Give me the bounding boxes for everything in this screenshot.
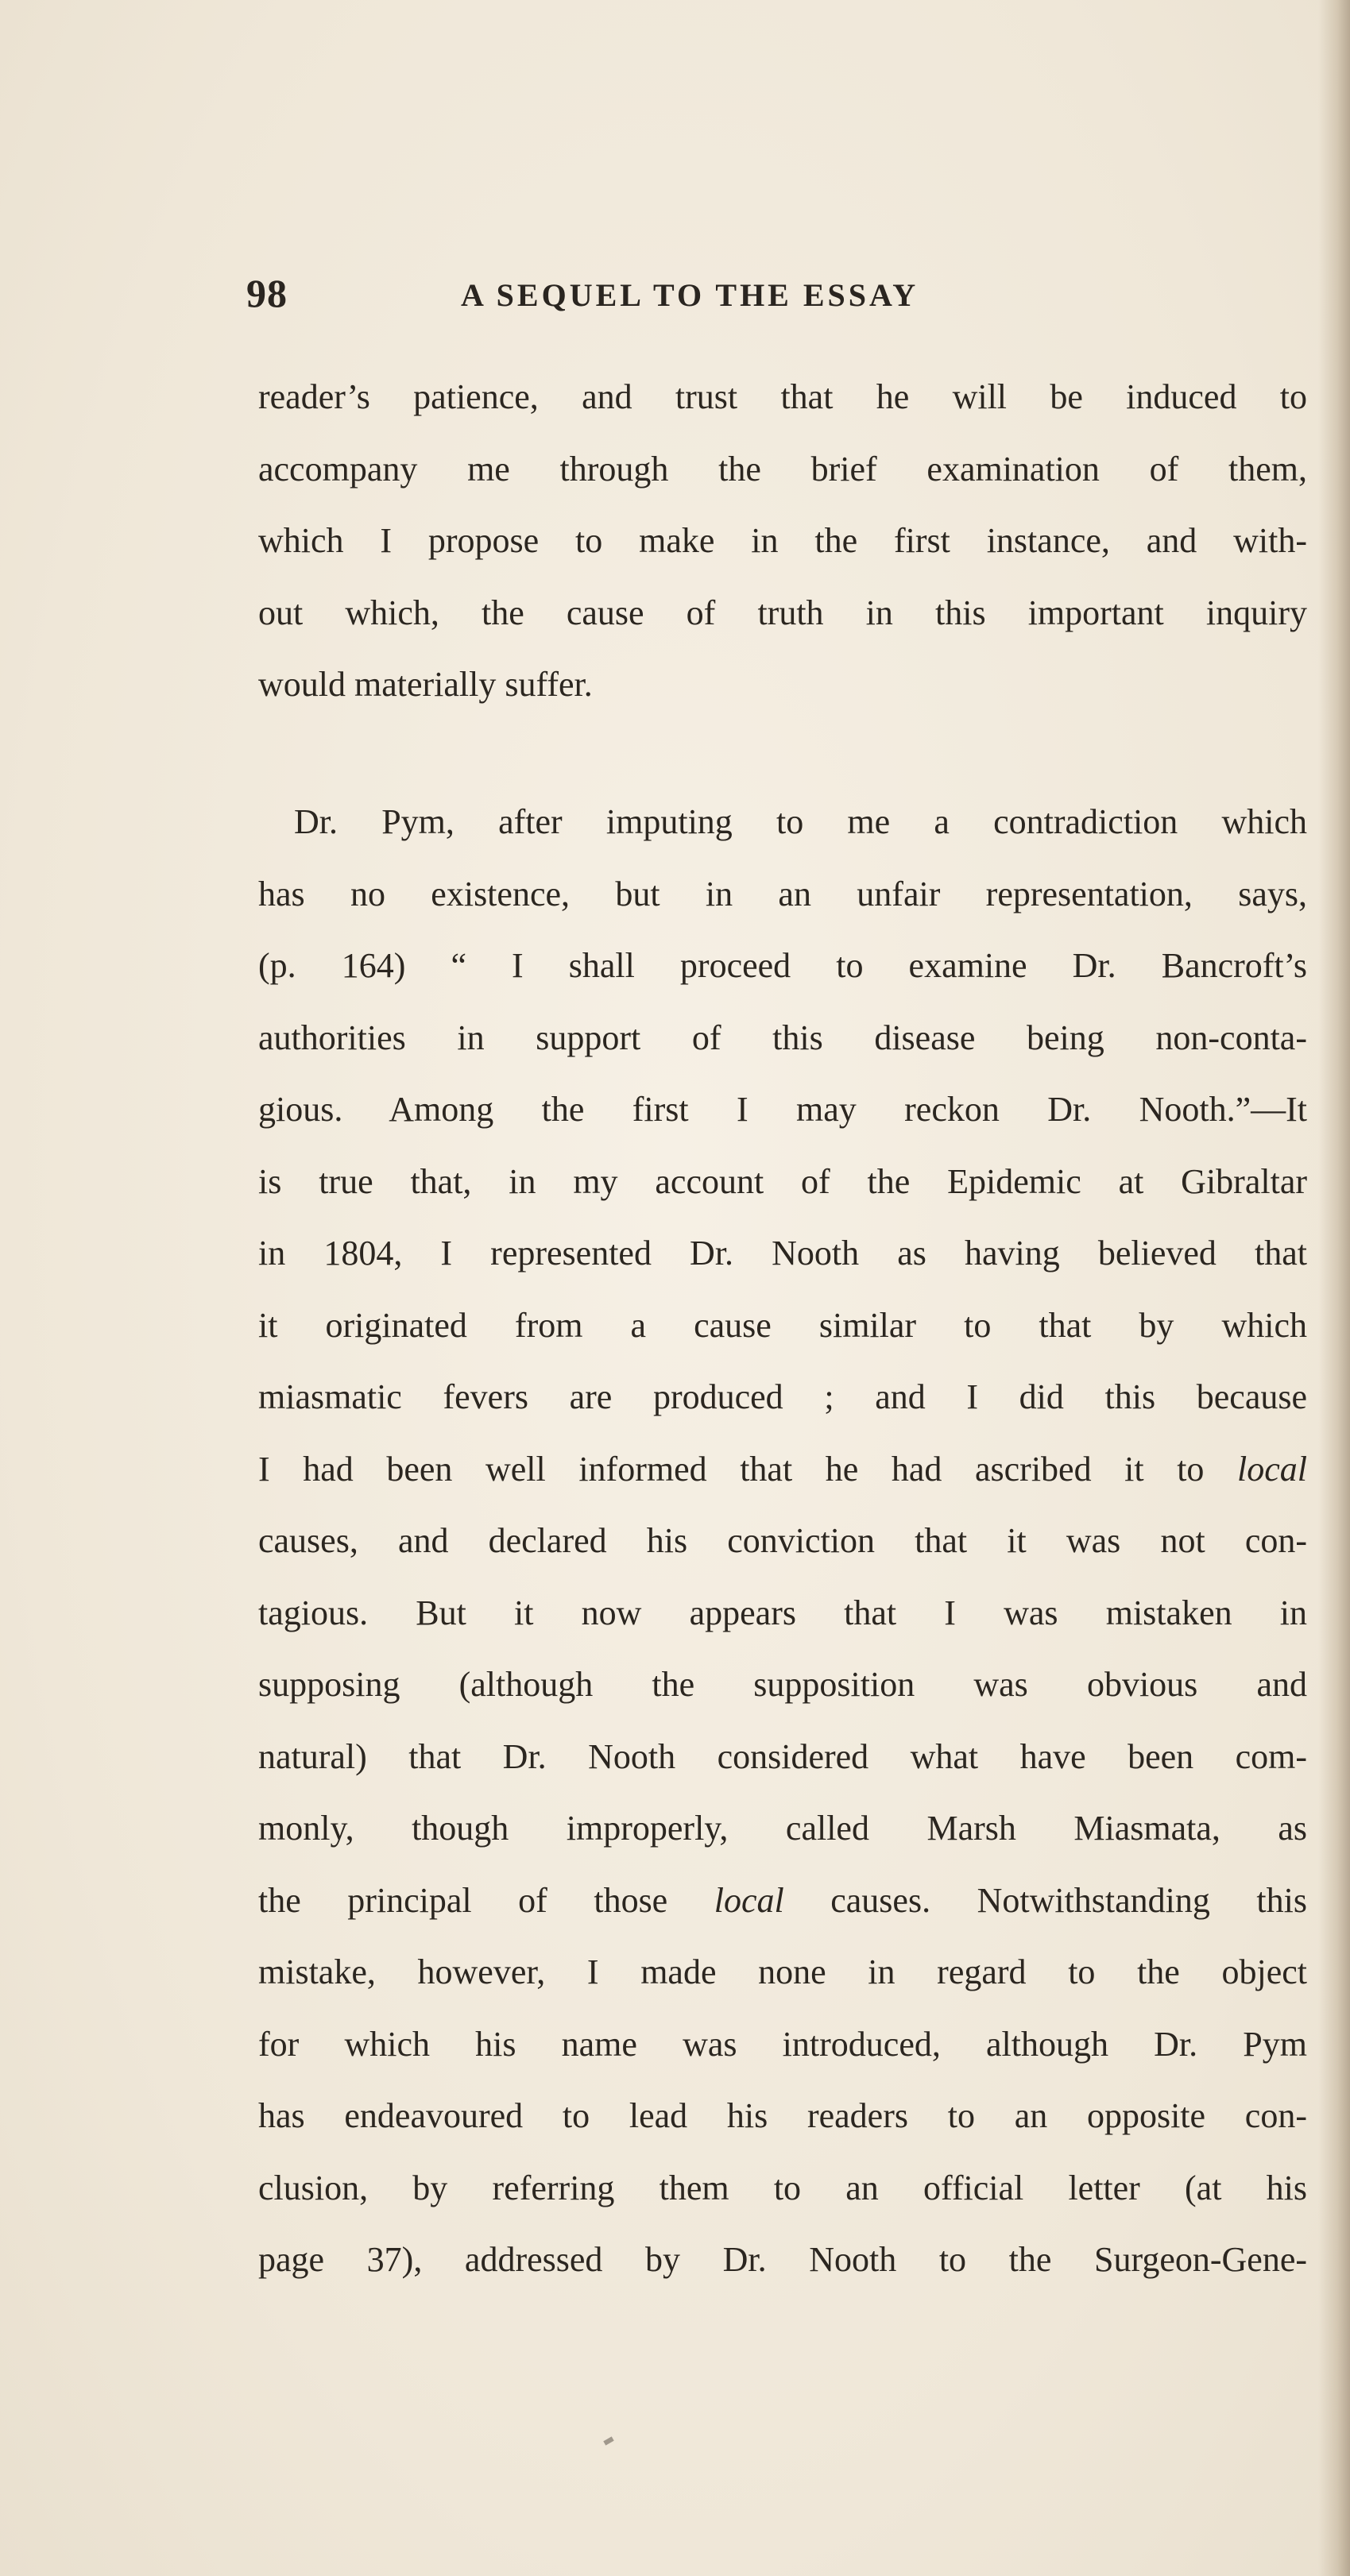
text-line: in 1804, I represented Dr. Nooth as having believed that: [258, 1234, 1307, 1273]
text-line: has endeavoured to lead his readers to an opposite con-: [258, 2096, 1307, 2135]
ink-speck: [603, 2436, 613, 2445]
italic-word: local: [714, 1880, 784, 1920]
page-number: 98: [246, 271, 288, 315]
text-line: out which, the cause of truth in this important inquiry: [258, 593, 1307, 632]
text-line: for which his name was introduced, although Dr. Pym: [258, 2024, 1307, 2064]
text-line: has no existence, but in an unfair representation, says,: [258, 874, 1307, 913]
text-line: Dr. Pym, after imputing to me a contradiction which: [294, 802, 1307, 841]
running-head: A SEQUEL TO THE ESSAY: [461, 277, 919, 313]
text-line: gious. Among the first I may reckon Dr. Nooth.”—It: [258, 1090, 1307, 1129]
text-line: supposing (although the supposition was obvious and: [258, 1665, 1307, 1704]
text-line: is true that, in my account of the Epidemic at Gibraltar: [258, 1161, 1307, 1201]
page-edge-shadow: [1318, 0, 1350, 2576]
paragraph-2: [258, 786, 1307, 2296]
text-line: I had been well informed that he had ascribed it to local: [258, 1449, 1307, 1489]
text-line: page 37), addressed by Dr. Nooth to the Surgeon-Gene-: [258, 2240, 1307, 2279]
text-line: tagious. But it now appears that I was mistaken in: [258, 1593, 1307, 1632]
text-line: which I propose to make in the first instance, and with-: [258, 521, 1307, 560]
text-line: monly, though improperly, called Marsh Miasmata, as: [258, 1809, 1307, 1848]
text-line: accompany me through the brief examination of them,: [258, 449, 1307, 489]
text-line: mistake, however, I made none in regard to the object: [258, 1952, 1307, 1991]
text-line: miasmatic fevers are produced ; and I did this because: [258, 1377, 1307, 1416]
text-line: it originated from a cause similar to that by which: [258, 1305, 1307, 1345]
text-line: authorities in support of this disease being non-conta-: [258, 1018, 1307, 1057]
text-line: reader’s patience, and trust that he will be induced to: [258, 377, 1307, 416]
text-line: would materially suffer.: [258, 665, 593, 704]
text-line: causes, and declared his conviction that it was not con-: [258, 1521, 1307, 1560]
text-line: natural) that Dr. Nooth considered what have been com-: [258, 1736, 1307, 1776]
text-line: clusion, by referring them to an official letter (at his: [258, 2168, 1307, 2207]
italic-word: local: [1237, 1449, 1307, 1489]
paragraph-1: [258, 361, 1307, 721]
text-line: the principal of those local causes. Notwithstanding this: [258, 1880, 1307, 1920]
text-line: (p. 164) “ I shall proceed to examine Dr. Bancroft’s: [258, 946, 1307, 985]
page-header: [246, 270, 1303, 326]
